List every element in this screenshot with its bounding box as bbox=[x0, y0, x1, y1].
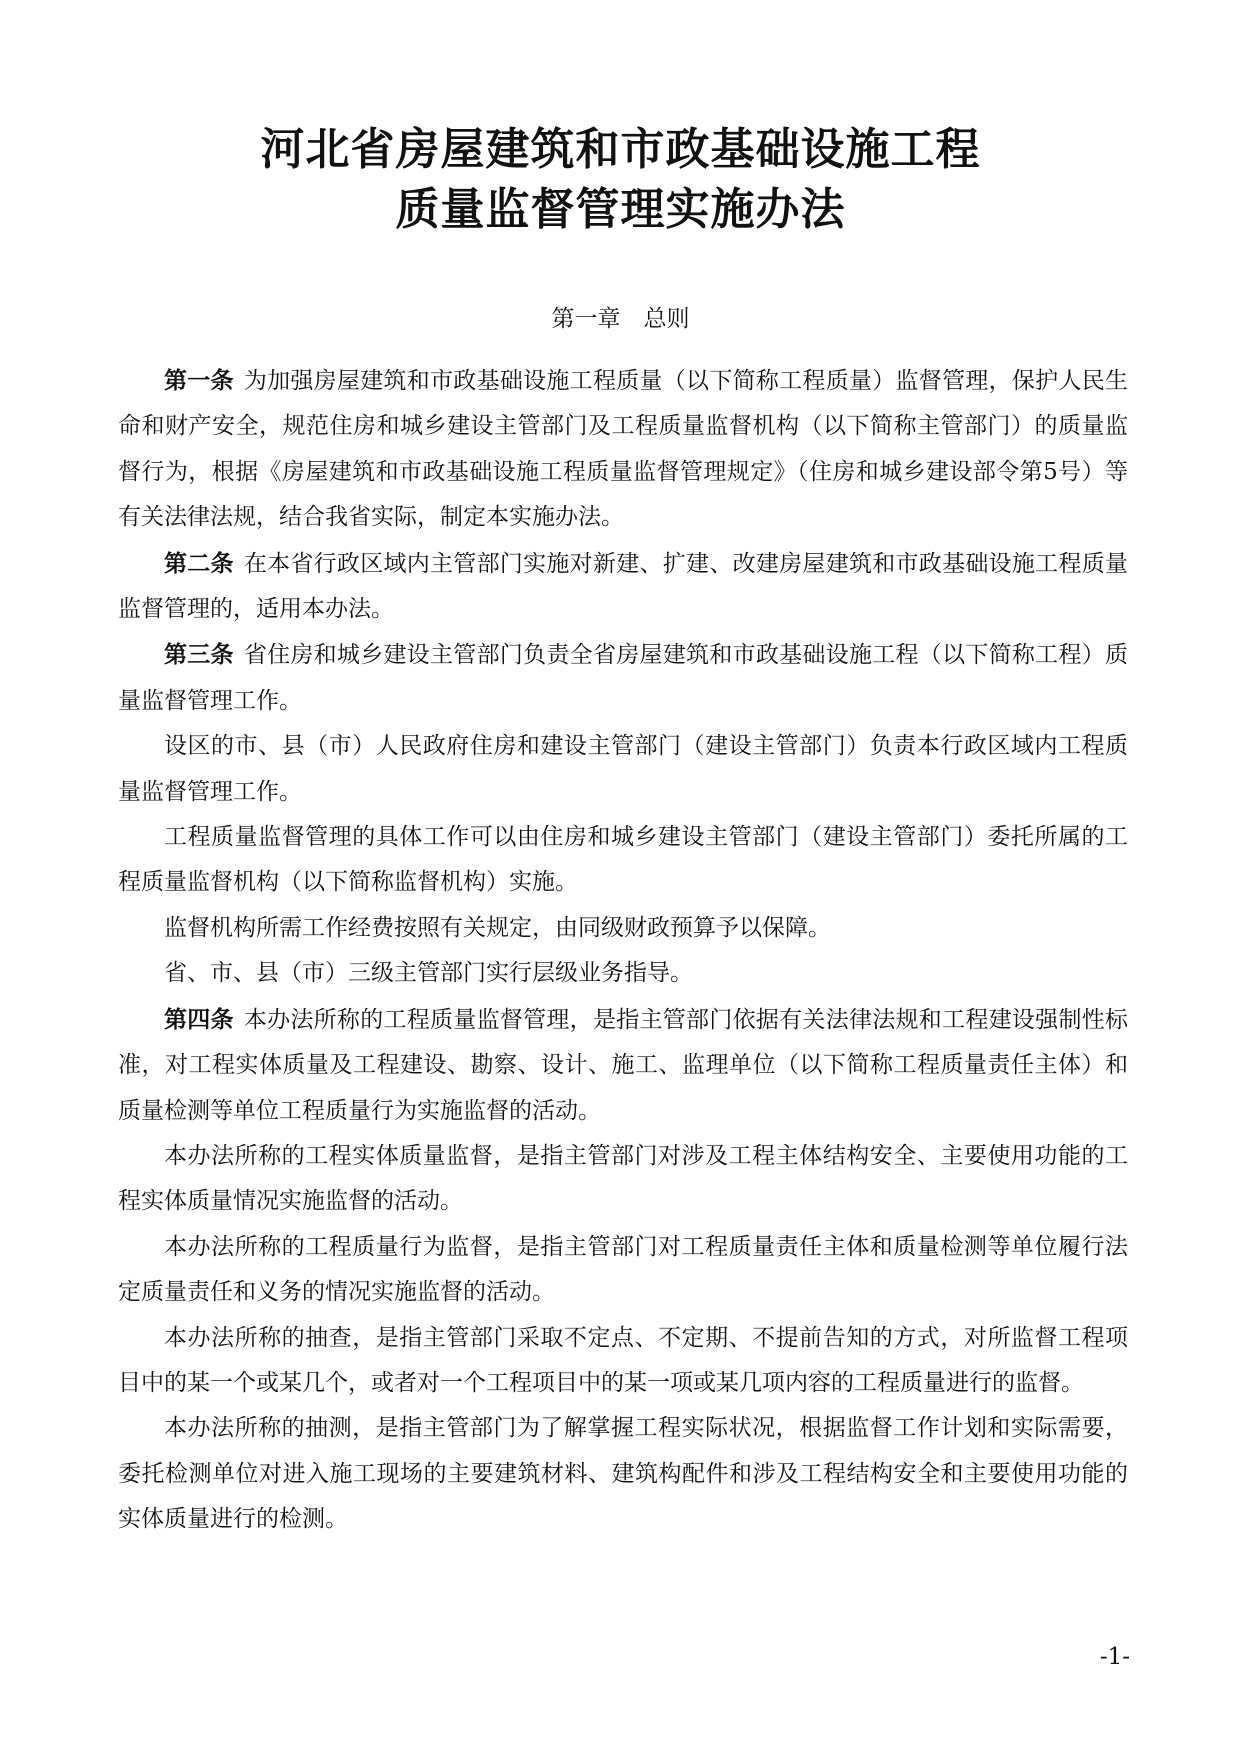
paragraph-text: 工程质量监督管理的具体工作可以由住房和城乡建设主管部门（建设主管部门）委托所属的工程质量监督机构（以下简称监督机构）实施。 bbox=[118, 824, 1128, 896]
paragraph bbox=[118, 1134, 1128, 1225]
chapter-heading: 第一章 总则 bbox=[551, 306, 690, 332]
paragraph bbox=[118, 951, 1128, 996]
article-label: 第二条 bbox=[164, 549, 234, 577]
article-label: 第四条 bbox=[164, 1005, 234, 1033]
page-number: -1- bbox=[1099, 1644, 1130, 1670]
paragraph-text: 监督机构所需工作经费按照有关规定，由同级财政预算予以保障。 bbox=[164, 914, 831, 941]
article-label: 第一条 bbox=[164, 367, 234, 394]
article-label: 第三条 bbox=[164, 641, 234, 669]
paragraph-text: 省住房和城乡建设主管部门负责全省房屋建筑和市政基础设施工程（以下简称工程）质量监督管理工作。 bbox=[118, 642, 1129, 714]
document-body bbox=[118, 358, 1128, 1543]
paragraph-article-3 bbox=[118, 632, 1128, 724]
paragraph-text: 在本省行政区域内主管部门实施对新建、扩建、改建房屋建筑和市政基础设施工程质量监督管理的，适用本办法。 bbox=[118, 550, 1129, 623]
paragraph bbox=[118, 1316, 1128, 1407]
paragraph bbox=[118, 1225, 1128, 1316]
paragraph bbox=[118, 815, 1128, 906]
document-title-line-1: 河北省房屋建筑和市政基础设施工程 bbox=[260, 124, 981, 175]
paragraph bbox=[118, 724, 1128, 815]
paragraph-text: 本办法所称的工程实体质量监督，是指主管部门对涉及工程主体结构安全、主要使用功能的工程实体质量情况实施监督的活动。 bbox=[118, 1142, 1128, 1215]
paragraph-text: 本办法所称的抽查，是指主管部门采取不定点、不定期、不提前告知的方式，对所监督工程项目中的某一个或某几个，或者对一个工程项目中的某一项或某几项内容的工程质量进行的监督。 bbox=[118, 1324, 1128, 1396]
paragraph-article-4 bbox=[118, 997, 1128, 1134]
paragraph-text: 设区的市、县（市）人民政府住房和建设主管部门（建设主管部门）负责本行政区域内工程质量监督管理工作。 bbox=[118, 733, 1128, 805]
document-title-line-2: 质量监督管理实施办法 bbox=[395, 184, 846, 235]
paragraph-text: 为加强房屋建筑和市政基础设施工程质量（以下简称工程质量）监督管理，保护人民生命和财产安全，规范住房和城乡建设主管部门及工程质量监督机构（以下简称主管部门）的质量监督行为，根据《房屋建筑和市政基础设施工程质量监督管理规定》（住房和城乡建设部令第5号）等有关法律法规，结合我省实际，制定本实施办法。 bbox=[118, 368, 1129, 531]
paragraph-text: 省、市、县（市）三级主管部门实行层级业务指导。 bbox=[164, 960, 693, 987]
paragraph-text: 本办法所称的抽测，是指主管部门为了解掌握工程实际状况，根据监督工作计划和实际需要，委托检测单位对进入施工现场的主要建筑材料、建筑构配件和涉及工程结构安全和主要使用功能的实体质量进行的检测。 bbox=[118, 1415, 1128, 1533]
paragraph-text: 本办法所称的工程质量行为监督，是指主管部门对工程质量责任主体和质量检测等单位履行法定质量责任和义务的情况实施监督的活动。 bbox=[118, 1233, 1128, 1306]
paragraph bbox=[118, 906, 1128, 951]
paragraph bbox=[118, 1406, 1128, 1542]
paragraph-article-2 bbox=[118, 541, 1128, 633]
paragraph-article-1 bbox=[118, 358, 1128, 541]
paragraph-text: 本办法所称的工程质量监督管理，是指主管部门依据有关法律法规和工程建设强制性标准，对工程实体质量及工程建设、勘察、设计、施工、监理单位（以下简称工程质量责任主体）和质量检测等单位工程质量行为实施监督的活动。 bbox=[118, 1006, 1129, 1124]
